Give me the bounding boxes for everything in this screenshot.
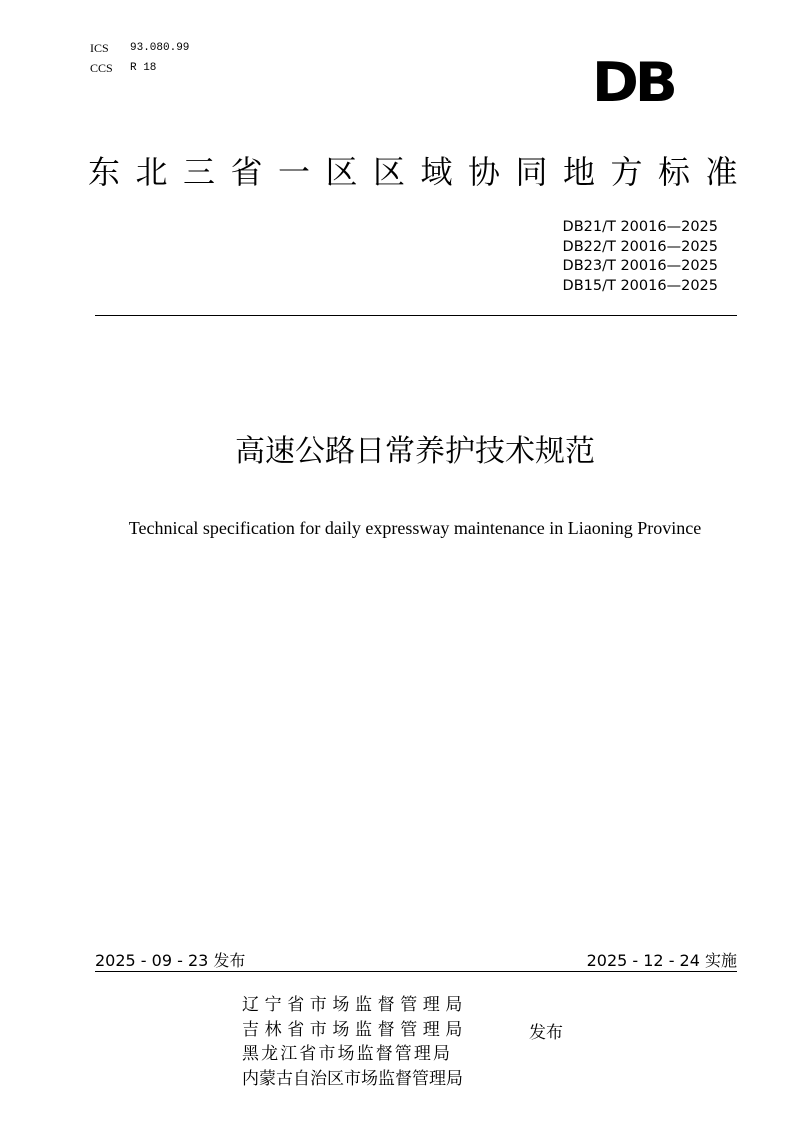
issuer: 内蒙古自治区市场监督管理局 xyxy=(242,1068,463,1089)
standard-code: DB21/T 20016—2025 xyxy=(562,219,718,235)
issue-label: 发布 xyxy=(529,1023,563,1043)
standard-code: DB15/T 20016—2025 xyxy=(562,277,718,294)
issuer: 吉林省市场监督管理局 xyxy=(242,1019,468,1040)
standard-type-heading: 东北三省一区区域协同地方标准 xyxy=(88,153,754,191)
document-title-cn: 高速公路日常养护技术规范 xyxy=(235,434,595,469)
top-divider xyxy=(95,315,737,316)
ics-value: 93.080.99 xyxy=(130,42,190,54)
issuing-authorities xyxy=(242,993,468,1091)
db-logo: DB xyxy=(591,51,674,114)
ccs-value: R 18 xyxy=(130,62,157,74)
publish-date: 2025 - 09 - 23 发布 xyxy=(95,951,246,970)
standard-codes xyxy=(563,218,718,296)
issuer: 辽宁省市场监督管理局 xyxy=(242,995,468,1015)
document-title-en: Technical specification for daily expressway maintenance in Liaoning Province xyxy=(128,518,702,538)
ics-label: ICS xyxy=(90,41,109,55)
standard-code: DB22/T 20016—2025 xyxy=(562,238,718,255)
effective-date: 2025 - 12 - 24 实施 xyxy=(586,951,737,970)
standard-code: DB23/T 20016—2025 xyxy=(562,258,718,274)
issuer: 黑龙江省市场监督管理局 xyxy=(242,1044,453,1064)
ics-row xyxy=(90,38,189,58)
ccs-row xyxy=(90,58,189,78)
ccs-label: CCS xyxy=(90,61,113,75)
bottom-divider xyxy=(95,971,737,972)
classification-block xyxy=(90,38,189,78)
dates-row xyxy=(95,950,737,972)
